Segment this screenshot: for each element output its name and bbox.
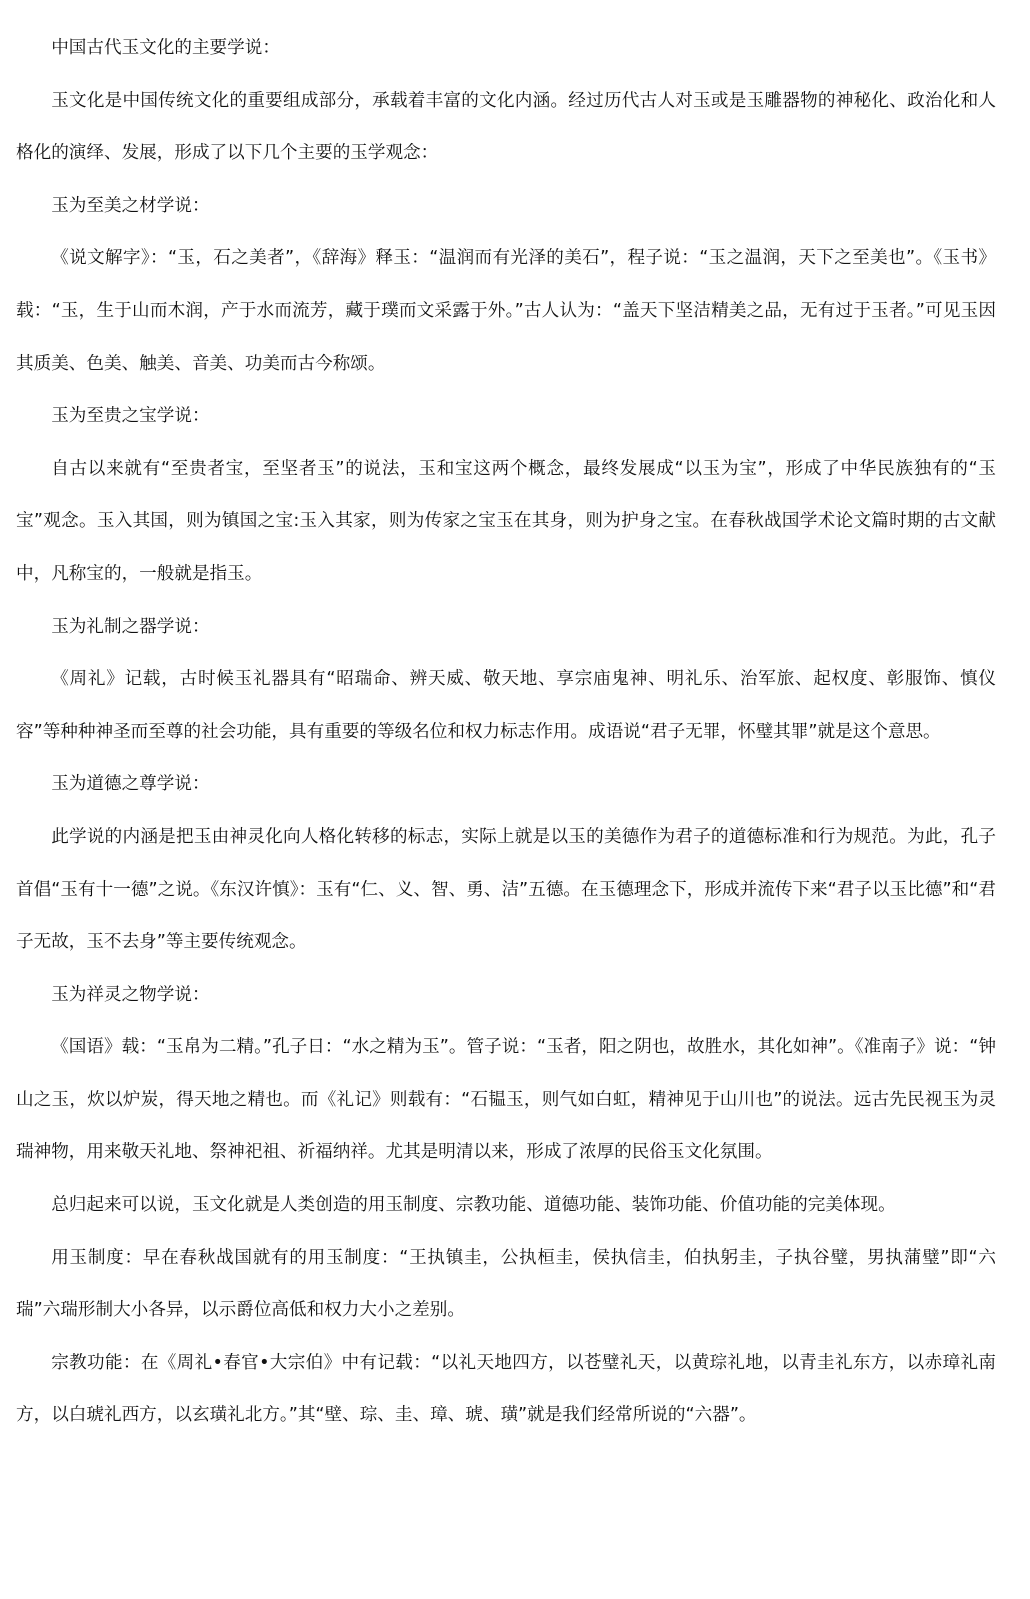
paragraph-auspicious-object: 《国语》载：“玉帛为二精。”孔子日：“水之精为玉”。管子说：“玉者，阳之阴也，故胜水，其化如神”。《准南子》说：“钟山之玉，炊以炉炭，得天地之精也。而《礼记》则载有：“石韫玉，则气如白虹，精神见于山川也”的说法。远古先民视玉为灵瑞神物，用来敬天礼地、祭神祀祖、祈福纳祥。尤其是明清以来，形成了浓厚的民俗玉文化氛围。 [16, 1037, 996, 1163]
heading-auspicious-object: 玉为祥灵之物学说： [51, 984, 210, 1005]
heading-ritual-vessel: 玉为礼制之器学说： [51, 616, 210, 637]
paragraph-supreme-beauty: 《说文解字》：“玉，石之美者”，《辞海》释玉：“温润而有光泽的美石”，程子说：“玉之温润，天下之至美也”。《玉书》载：“玉，生于山而木润，产于水而流芳，藏于璞而文采露于外。”古人认为：“盖天下坚洁精美之品，无有过于玉者。”可见玉因其质美、色美、触美、音美、功美而古今称颂。 [16, 248, 996, 374]
heading-supreme-beauty: 玉为至美之材学说： [51, 195, 210, 216]
paragraph-moral-virtue: 此学说的内涵是把玉由神灵化向人格化转移的标志，实际上就是以玉的美德作为君子的道德标准和行为规范。为此，孔子首倡“玉有十一德”之说。《东汉许慎》：玉有“仁、义、智、勇、洁”五德。在玉德理念下，形成并流传下来“君子以玉比德”和“君子无故，玉不去身”等主要传统观念。 [16, 826, 996, 953]
heading-moral-virtue: 玉为道德之尊学说： [51, 774, 210, 795]
paragraph-ritual-vessel: 《周礼》记载，古时候玉礼器具有“昭瑞命、辨天威、敬天地、享宗庙鬼神、明礼乐、治军旅、起权度、彰服饰、慎仪容”等种种神圣而至尊的社会功能，具有重要的等级名位和权力标志作用。成语说“君子无罪，怀璧其罪”就是这个意思。 [16, 669, 996, 742]
paragraph-supreme-treasure: 自古以来就有“至贵者宝，至坚者玉”的说法，玉和宝这两个概念，最终发展成“以玉为宝”，形成了中华民族独有的“玉宝”观念。玉入其国，则为镇国之宝:玉入其家，则为传家之宝玉在其身，则为护身之宝。在春秋战国学术论文篇时期的古文献中，凡称宝的，一般就是指玉。 [16, 458, 996, 584]
heading-supreme-treasure: 玉为至贵之宝学说： [51, 406, 210, 427]
paragraph-intro: 玉文化是中国传统文化的重要组成部分，承载着丰富的文化内涵。经过历代古人对玉或是玉雕器物的神秘化、政治化和人格化的演绎、发展，形成了以下几个主要的玉学观念： [16, 90, 996, 164]
document-body [16, 22, 996, 1442]
paragraph-jade-system: 用玉制度：早在春秋战国就有的用玉制度：“王执镇圭，公执桓圭，侯执信圭，伯执躬圭，子执谷璧，男执蒲璧”即“六瑞”六瑞形制大小各异，以示爵位高低和权力大小之差别。 [16, 1247, 996, 1321]
paragraph-summary: 总归起来可以说，玉文化就是人类创造的用玉制度、宗教功能、道德功能、装饰功能、价值功能的完美体现。 [51, 1195, 896, 1216]
paragraph-religious-function: 宗教功能：在《周礼•春官•大宗伯》中有记载：“以礼天地四方，以苍璧礼天，以黄琮礼地，以青圭礼东方，以赤璋礼南方，以白琥礼西方，以玄璜礼北方。”其“壁、琮、圭、璋、琥、璜”就是我们经常所说的“六器”。 [16, 1352, 996, 1426]
heading-main-theories: 中国古代玉文化的主要学说： [51, 38, 280, 58]
